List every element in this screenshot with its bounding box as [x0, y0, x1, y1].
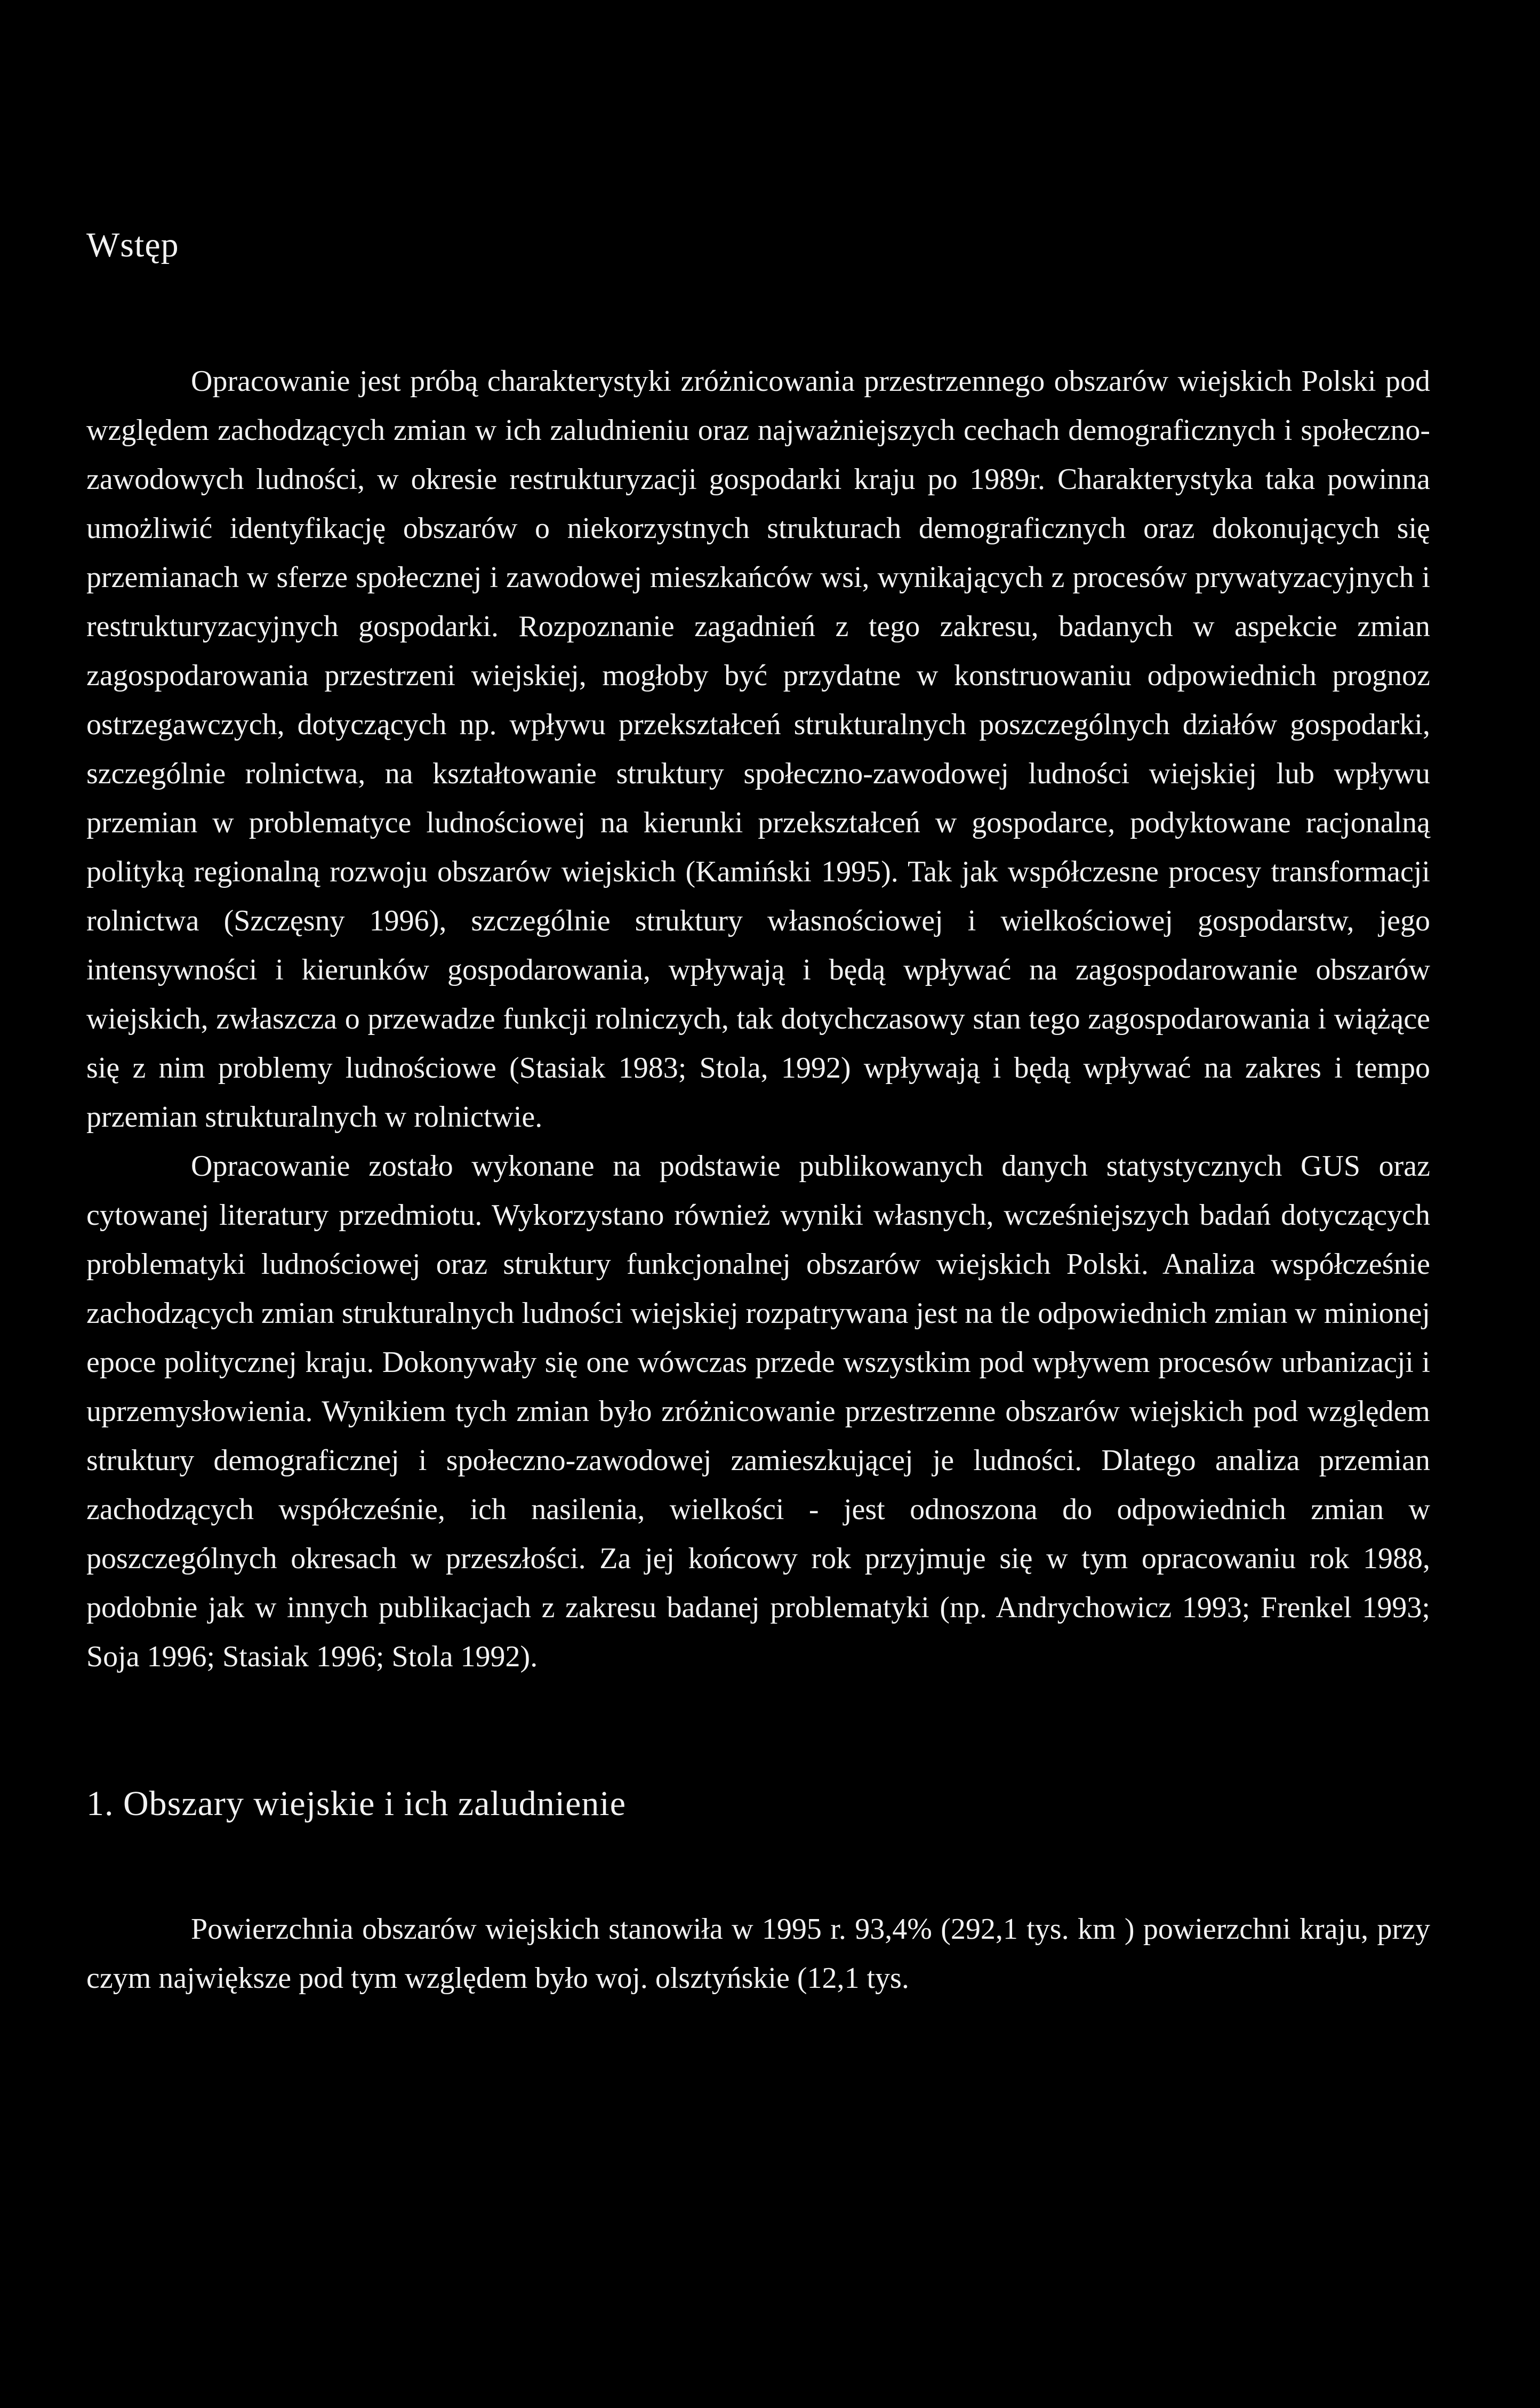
- section-1-paragraph-1: Powierzchnia obszarów wiejskich stanowiła w 1995 r. 93,4% (292,1 tys. km ) powierzchni kraju, przy czym największe pod tym względem było woj. olsztyńskie (12,1 tys.: [86, 1913, 1430, 1995]
- section-1-heading: 1. Obszary wiejskie i ich zaludnienie: [86, 1784, 627, 1824]
- intro-paragraph-2: Opracowanie zostało wykonane na podstawie publikowanych danych statystycznych GUS oraz cytowanej literatury przedmiotu. Wykorzystano również wyniki własnych, wcześniejszych badań dotyczących problematyki ludnościowej oraz struktury funkcjonalnej obszarów wiejskich Polski. Analiza współcześnie zachodzących zmian strukturalnych ludności wiejskiej rozpatrywana jest na tle odpowiednich zmian w minionej epoce politycznej kraju. Dokonywały się one wówczas przede wszystkim pod wpływem procesów urbanizacji i uprzemysłowienia. Wynikiem tych zmian było zróżnicowanie przestrzenne obszarów wiejskich pod względem struktury demograficznej i społeczno-zawodowej zamieszkującej je ludności. Dlatego analiza przemian zachodzących współcześnie, ich nasilenia, wielkości - jest odnoszona do odpowiednich zmian w poszczególnych okresach w przeszłości. Za jej końcowy rok przyjmuje się w tym opracowaniu rok 1988, podobnie jak w innych publikacjach z zakresu badanej problematyki (np. Andrychowicz 1993; Frenkel 1993; Soja 1996; Stasiak 1996; Stola 1992).: [86, 1150, 1430, 1674]
- intro-paragraph-1: Opracowanie jest próbą charakterystyki zróżnicowania przestrzennego obszarów wiejskich Polski pod względem zachodzących zmian w ich zaludnieniu oraz najważniejszych cechach demograficznych i społeczno-zawodowych ludności, w okresie restrukturyzacji gospodarki kraju po 1989r. Charakterystyka taka powinna umożliwić identyfikację obszarów o niekorzystnych strukturach demograficznych oraz dokonujących się przemianach w sferze społecznej i zawodowej mieszkańców wsi, wynikających z procesów prywatyzacyjnych i restrukturyzacyjnych gospodarki. Rozpoznanie zagadnień z tego zakresu, badanych w aspekcie zmian zagospodarowania przestrzeni wiejskiej, mogłoby być przydatne w konstruowaniu odpowiednich prognoz ostrzegawczych, dotyczących np. wpływu przekształceń strukturalnych poszczególnych działów gospodarki, szczególnie rolnictwa, na kształtowanie struktury społeczno-zawodowej ludności wiejskiej lub wpływu przemian w problematyce ludnościowej na kierunki przekształceń w gospodarce, podyktowane racjonalną polityką regionalną rozwoju obszarów wiejskich (Kamiński 1995). Tak jak współczesne procesy transformacji rolnictwa (Szczęsny 1996), szczególnie struktury własnościowej i wielkościowej gospodarstw, jego intensywności i kierunków gospodarowania, wpływają i będą wpływać na zagospodarowanie obszarów wiejskich, zwłaszcza o przewadze funkcji rolniczych, tak dotychczasowy stan tego zagospodarowania i wiążące się z nim problemy ludnościowe (Stasiak 1983; Stola, 1992) wpływają i będą wpływać na zakres i tempo przemian strukturalnych w rolnictwie.: [86, 365, 1430, 1134]
- document-page: [86, 224, 1430, 2003]
- intro-heading: Wstęp: [86, 226, 179, 264]
